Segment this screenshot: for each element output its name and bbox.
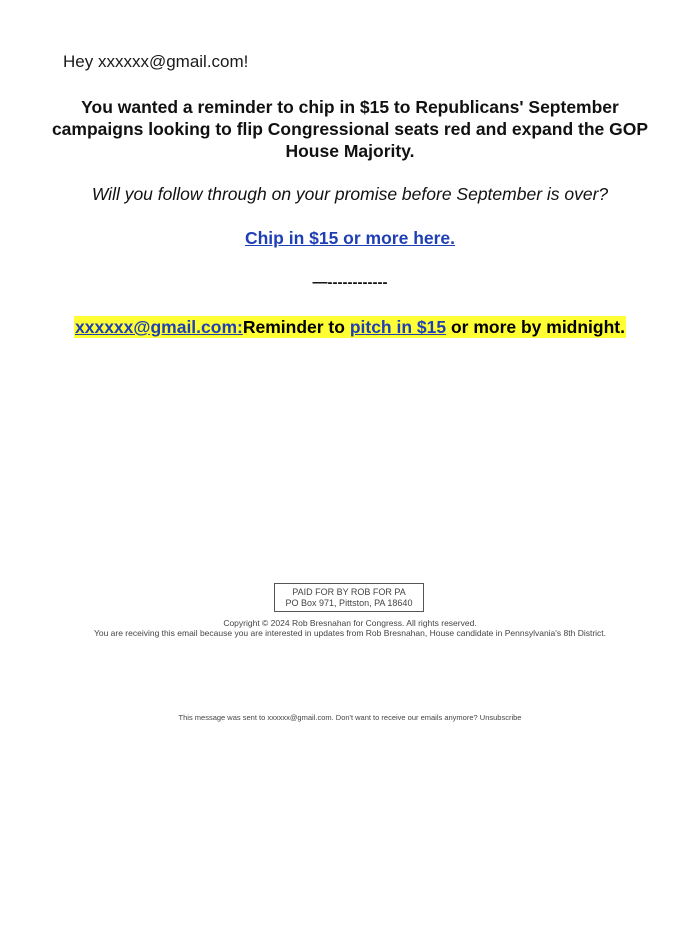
copyright-line1: Copyright © 2024 Rob Bresnahan for Congress. All rights reserved. [223, 618, 477, 628]
question-text: Will you follow through on your promise before September is over? [91, 184, 609, 204]
pitch-in-link[interactable]: pitch in $15 [349, 317, 447, 337]
reminder-text-after: or more by midnight. [446, 317, 625, 337]
cta-container [0, 228, 700, 249]
paid-for-line1: PAID FOR BY ROB FOR PA [292, 587, 406, 597]
chip-in-link[interactable]: Chip in $15 or more here. [244, 228, 456, 248]
reminder-highlight [74, 316, 626, 338]
greeting: Hey xxxxxx@gmail.com! [63, 52, 249, 71]
divider: —------------ [312, 274, 388, 291]
paid-for-disclaimer [274, 583, 424, 612]
reminder-text-before: Reminder to [242, 317, 350, 337]
copyright-line2: You are receiving this email because you are interested in updates from Rob Bresnahan, House candidate in Pennsylvania's 8th District. [93, 628, 607, 638]
footer-text: This message was sent to xxxxxx@gmail.com. Don't want to receive our emails anymore? [178, 713, 480, 722]
unsubscribe-link[interactable]: Unsubscribe [479, 713, 522, 722]
footer [0, 713, 700, 722]
headline: You wanted a reminder to chip in $15 to Republicans' September campaigns looking to flip Congressional seats red and expand the GOP House Majority. [51, 97, 649, 161]
copyright-block [0, 618, 700, 638]
reminder-container [0, 316, 700, 338]
email-link[interactable]: xxxxxx@gmail.com: [75, 317, 243, 337]
paid-for-line2: PO Box 971, Pittston, PA 18640 [285, 598, 413, 608]
